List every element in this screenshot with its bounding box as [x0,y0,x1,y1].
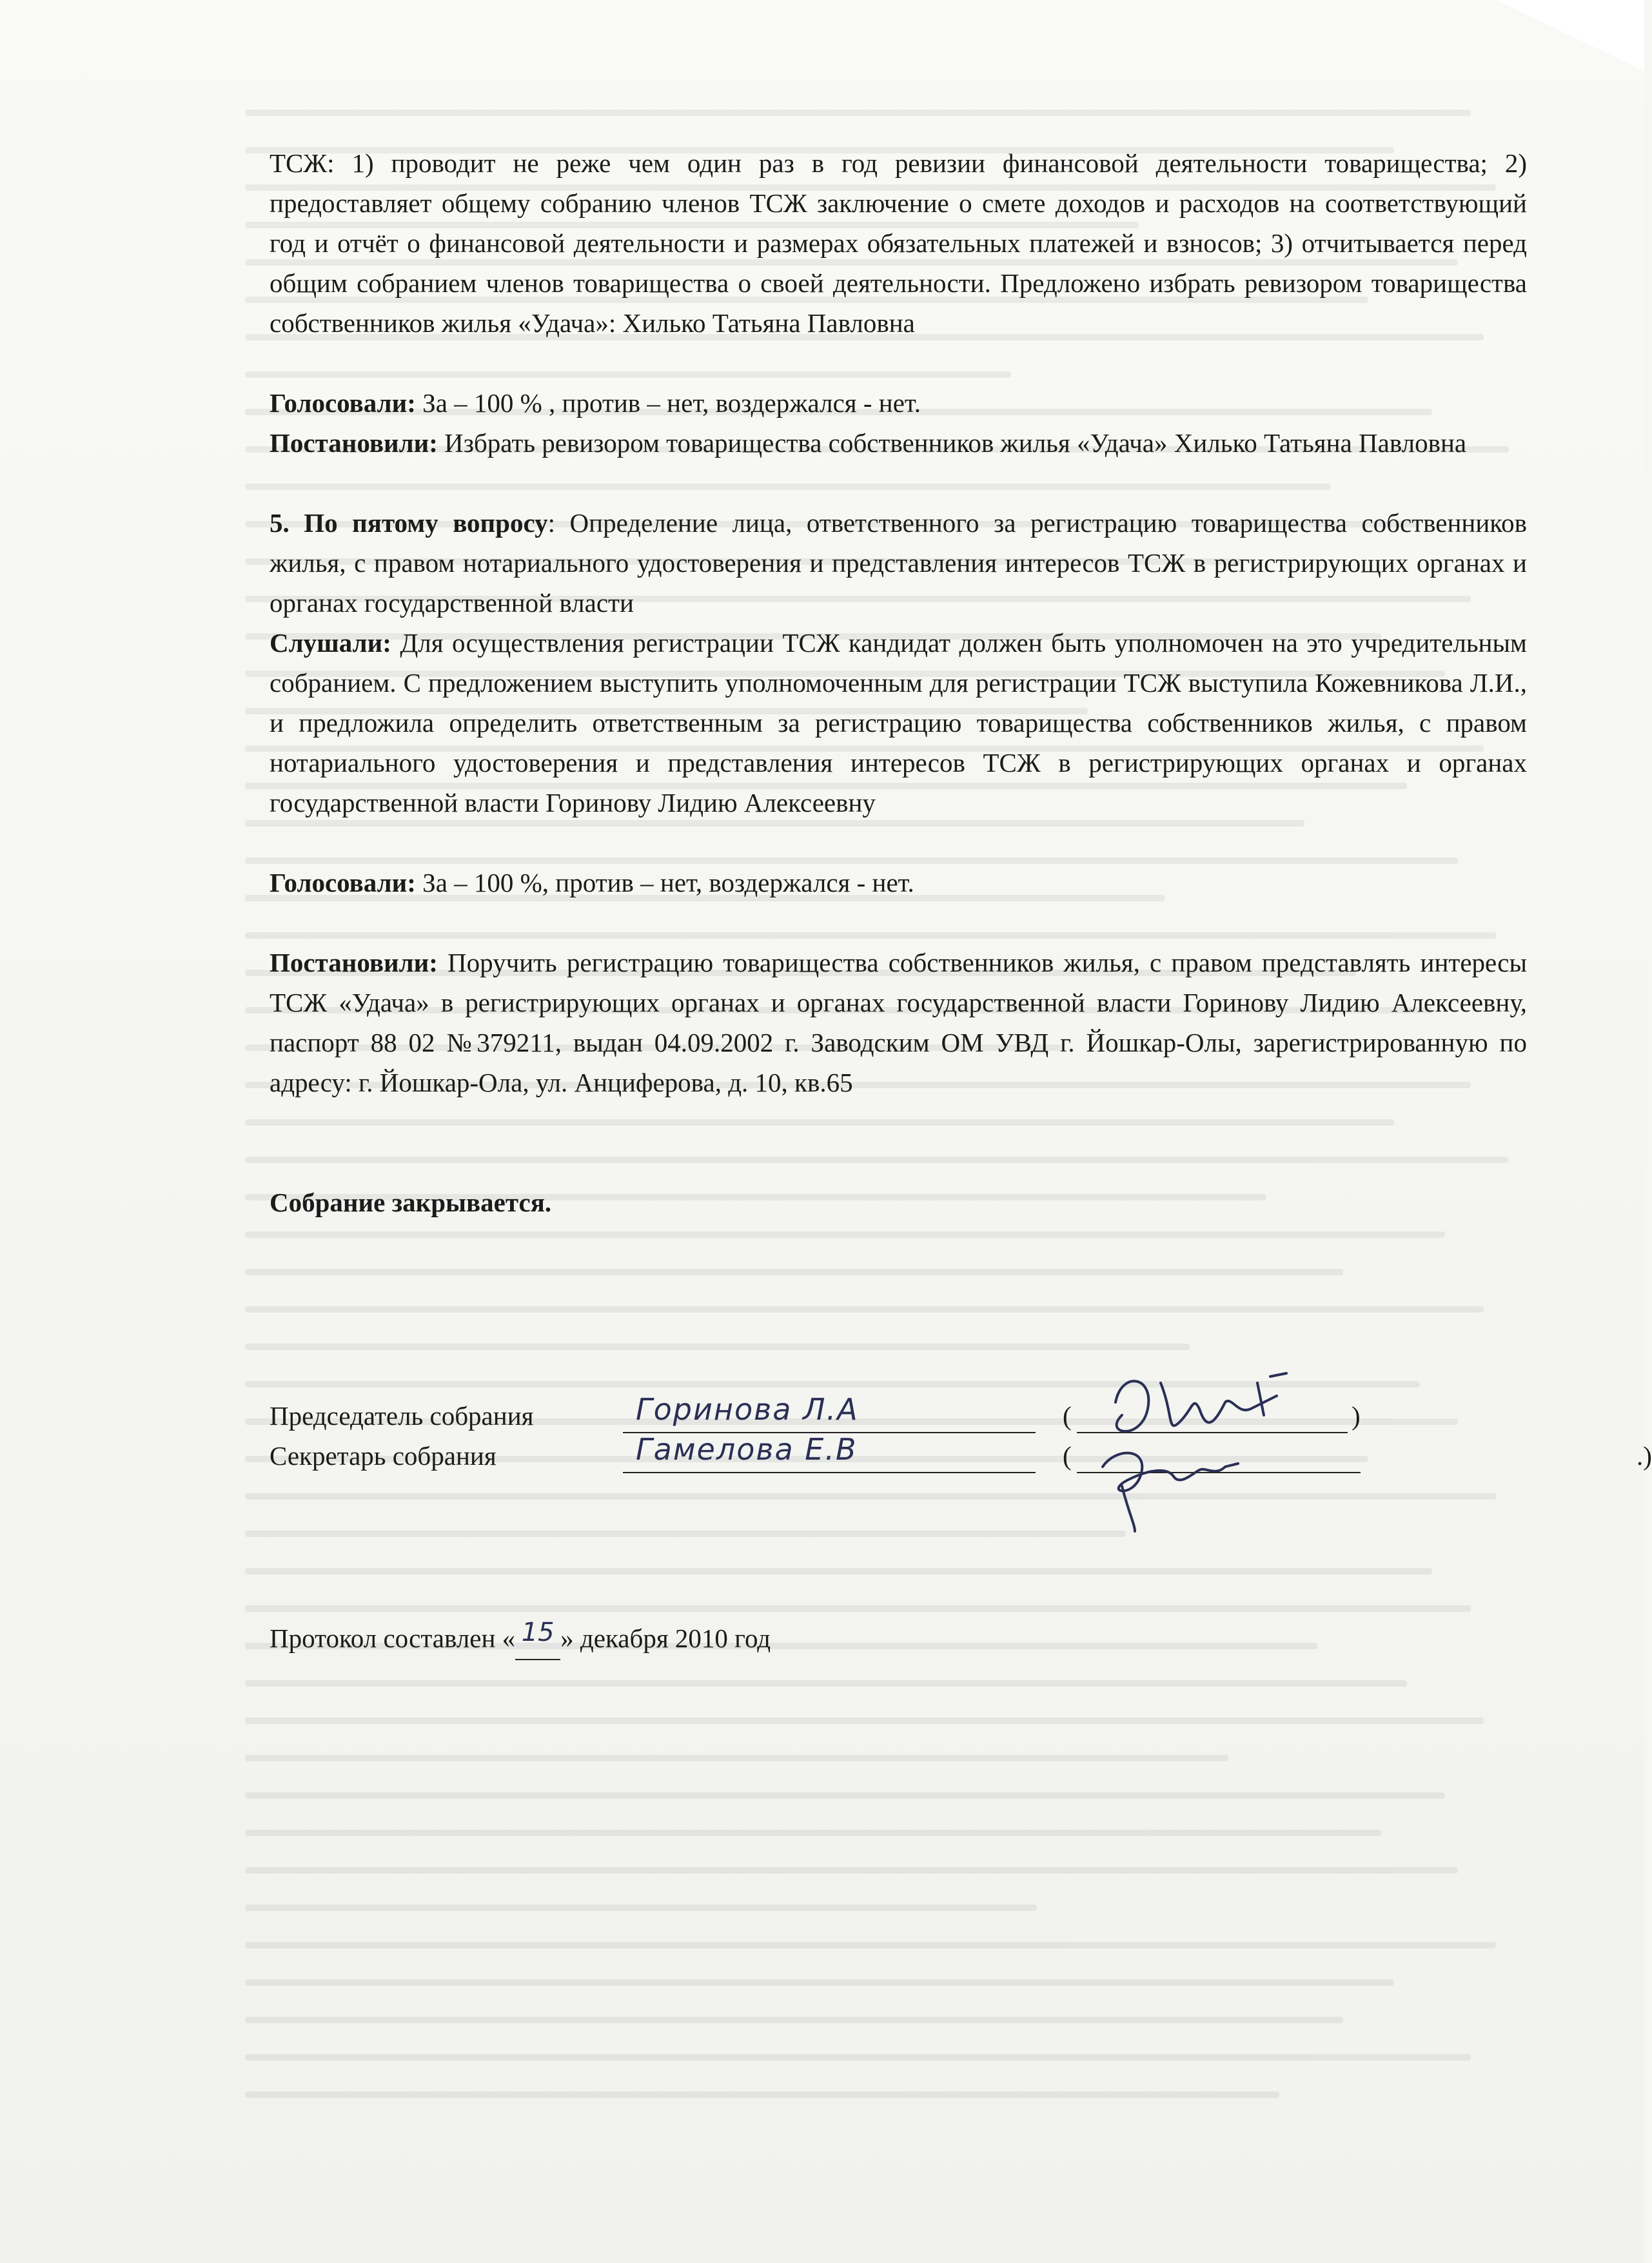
secretary-paren-open: ( [1063,1441,1072,1471]
heard-label: Слушали: [270,628,391,658]
heard-text: Для осуществления регистрации ТСЖ кандидат должен быть уполномочен на это учредительным собранием. С предложением выступить уполномоченным для регистрации ТСЖ выступила Кожевникова Л.И., и предложила определить ответственным за регистрацию товарищества собственников жилья, с правом нотариального удостоверения и представления интересов ТСЖ в регистрирующих органах и органах государственной власти Горинову Лидию Алексеевну [270,628,1527,818]
chair-name-handwritten: Горинова Л.А [636,1392,859,1427]
decision-1-text: Избрать ревизором товарищества собственников жилья «Удача» Хилько Татьяна Павловна [437,428,1467,458]
vote-1-text: За – 100 % , против – нет, воздержался - нет. [415,388,921,418]
document-body [270,143,1527,1222]
question-5-label: 5. По пятому вопросу [270,508,548,538]
vote-1 [270,383,1527,423]
question-5 [270,503,1527,623]
protocol-date-prefix: Протокол составлен « [270,1623,516,1653]
chair-name-line [623,1392,1036,1433]
chair-label: Председатель собрания [270,1401,534,1431]
vote-2-label: Голосовали: [270,868,416,897]
secretary-name-line [623,1432,1036,1473]
decision-1 [270,423,1527,463]
decision-2 [270,943,1527,1102]
question-5-text: : Определение лица, ответственного за регистрацию товарищества собственников жилья, с правом нотариального удостоверения и представления интересов ТСЖ в регистрирующих органах и органах государственной власти [270,508,1527,618]
folded-corner [1496,0,1644,71]
protocol-date [270,1618,771,1660]
handwritten-signatures [1064,1357,1425,1538]
protocol-day-field [515,1618,560,1660]
secretary-label: Секретарь собрания [270,1441,497,1471]
auditor-duties-paragraph: ТСЖ: 1) проводит не реже чем один раз в год ревизии финансовой деятельности товарищества; 2) предоставляет общему собранию членов ТСЖ заключение о смете доходов и расходов на соответствующий год и отчёт о финансовой деятельности и размерах обязательных платежей и взносов; 3) отчитывается перед общим собранием членов товарищества о своей деятельности. Предложено избрать ревизором товарищества собственников жилья «Удача»: Хилько Татьяна Павловна [270,148,1527,338]
protocol-day-value: 15 [521,1618,555,1647]
protocol-date-suffix: » декабря 2010 год [560,1623,771,1653]
decision-2-label: Постановили: [270,948,438,977]
vote-2-text: За – 100 %, против – нет, воздержался - нет. [415,868,914,897]
chair-paren-close: ) [1352,1401,1361,1431]
heard-paragraph [270,623,1527,823]
secretary-paren-close: .) [1637,1441,1652,1471]
chair-paren-open: ( [1063,1401,1072,1431]
vote-2 [270,863,1527,903]
secretary-name-handwritten: Гамелова Е.В [636,1432,858,1467]
closing-statement: Собрание закрывается. [270,1188,552,1217]
decision-2-text: Поручить регистрацию товарищества собственников жилья, с правом представлять интересы ТСЖ «Удача» в регистрирующих органах и органах государственной власти Горинову Лидию Алексеевну, паспорт 88 02 №379211, выдан 04.09.2002 г. Заводским ОМ УВД г. Йошкар-Олы, зарегистрированную по адресу: г. Йошкар-Ола, ул. Анциферова, д. 10, кв.65 [270,948,1527,1097]
decision-1-label: Постановили: [270,428,438,458]
vote-1-label: Голосовали: [270,388,416,418]
